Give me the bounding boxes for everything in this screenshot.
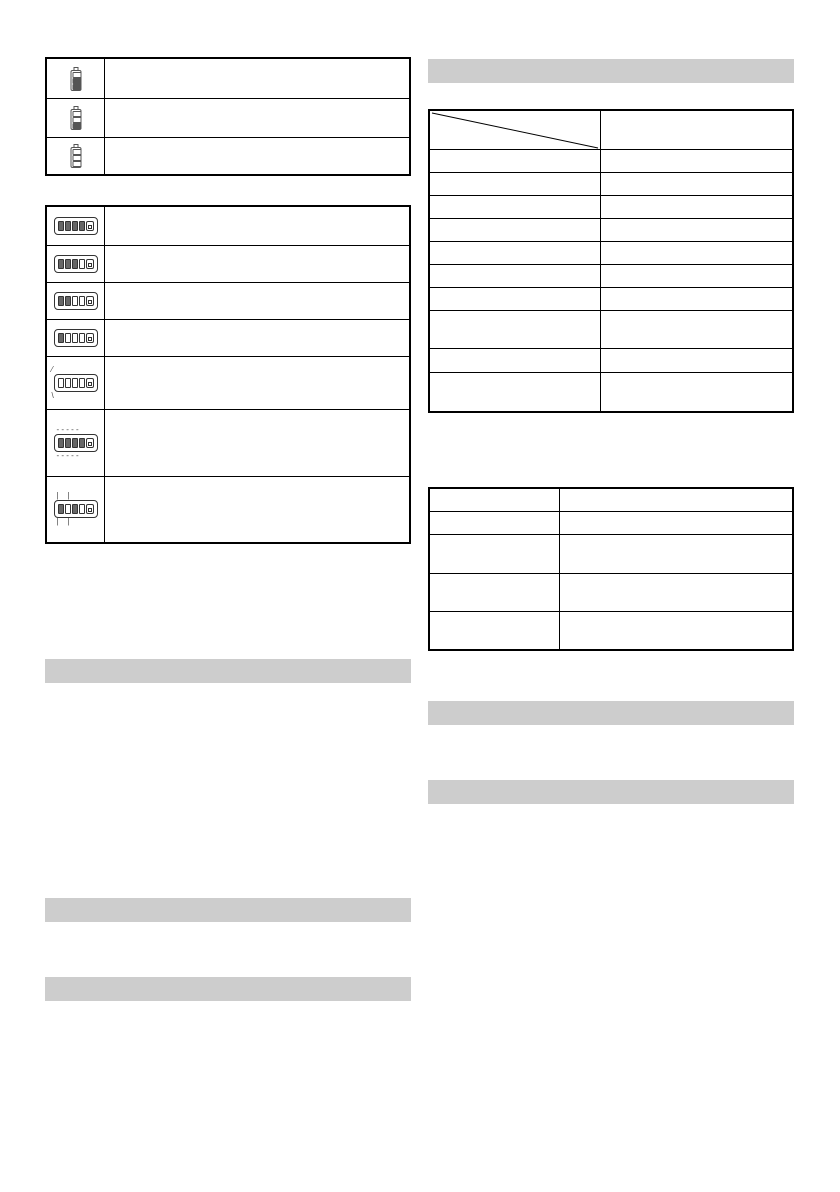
charge-level-row <box>47 59 409 99</box>
table-row-divider <box>430 511 792 512</box>
details-table <box>428 487 794 651</box>
pack-status-row <box>47 476 409 542</box>
charge-level-row <box>47 98 409 138</box>
pack-status-row <box>47 207 409 246</box>
table-row-divider <box>430 218 792 219</box>
battery-pack-3-of-4-icon <box>54 255 98 273</box>
pack-status-row <box>47 356 409 410</box>
battery-vertical-2-of-3-icon <box>70 67 81 91</box>
table-row-divider <box>430 310 792 311</box>
battery-pack-1-of-4-icon <box>54 329 98 347</box>
table-row-divider <box>430 195 792 196</box>
specification-table <box>428 109 794 413</box>
charge-level-table <box>45 57 411 176</box>
pack-status-row <box>47 409 409 477</box>
table-row-divider <box>430 611 792 612</box>
table-header-diagonal <box>430 111 600 150</box>
section-header-bar <box>428 701 794 725</box>
table-row-divider <box>430 534 792 535</box>
battery-pack-first-segment-blinking-icon: ⁄ \ <box>54 374 98 392</box>
battery-vertical-1-of-3-icon <box>70 106 81 130</box>
battery-pack-all-segments-blinking-icon: - - - - - - - - - - <box>54 434 98 452</box>
pack-status-row <box>47 319 409 357</box>
pack-status-row <box>47 282 409 320</box>
charge-level-row <box>47 137 409 174</box>
battery-pack-alternating-segments-blinking-icon: | | | | <box>54 500 98 518</box>
section-header-bar <box>45 977 411 1001</box>
table-row-divider <box>430 264 792 265</box>
section-header-bar <box>45 659 411 683</box>
table-row-divider <box>430 172 792 173</box>
table-row-divider <box>430 287 792 288</box>
pack-status-table <box>45 205 411 544</box>
section-header-bar <box>45 898 411 922</box>
table-row-divider <box>430 372 792 373</box>
section-header-bar <box>428 59 794 83</box>
table-row-divider <box>430 348 792 349</box>
pack-status-row <box>47 245 409 283</box>
table-row-divider <box>430 241 792 242</box>
table-row-divider <box>430 149 792 150</box>
battery-vertical-0-of-3-icon <box>70 144 81 168</box>
table-row-divider <box>430 573 792 574</box>
battery-pack-4-of-4-icon <box>54 217 98 235</box>
battery-pack-2-of-4-icon <box>54 292 98 310</box>
section-header-bar <box>428 780 794 804</box>
